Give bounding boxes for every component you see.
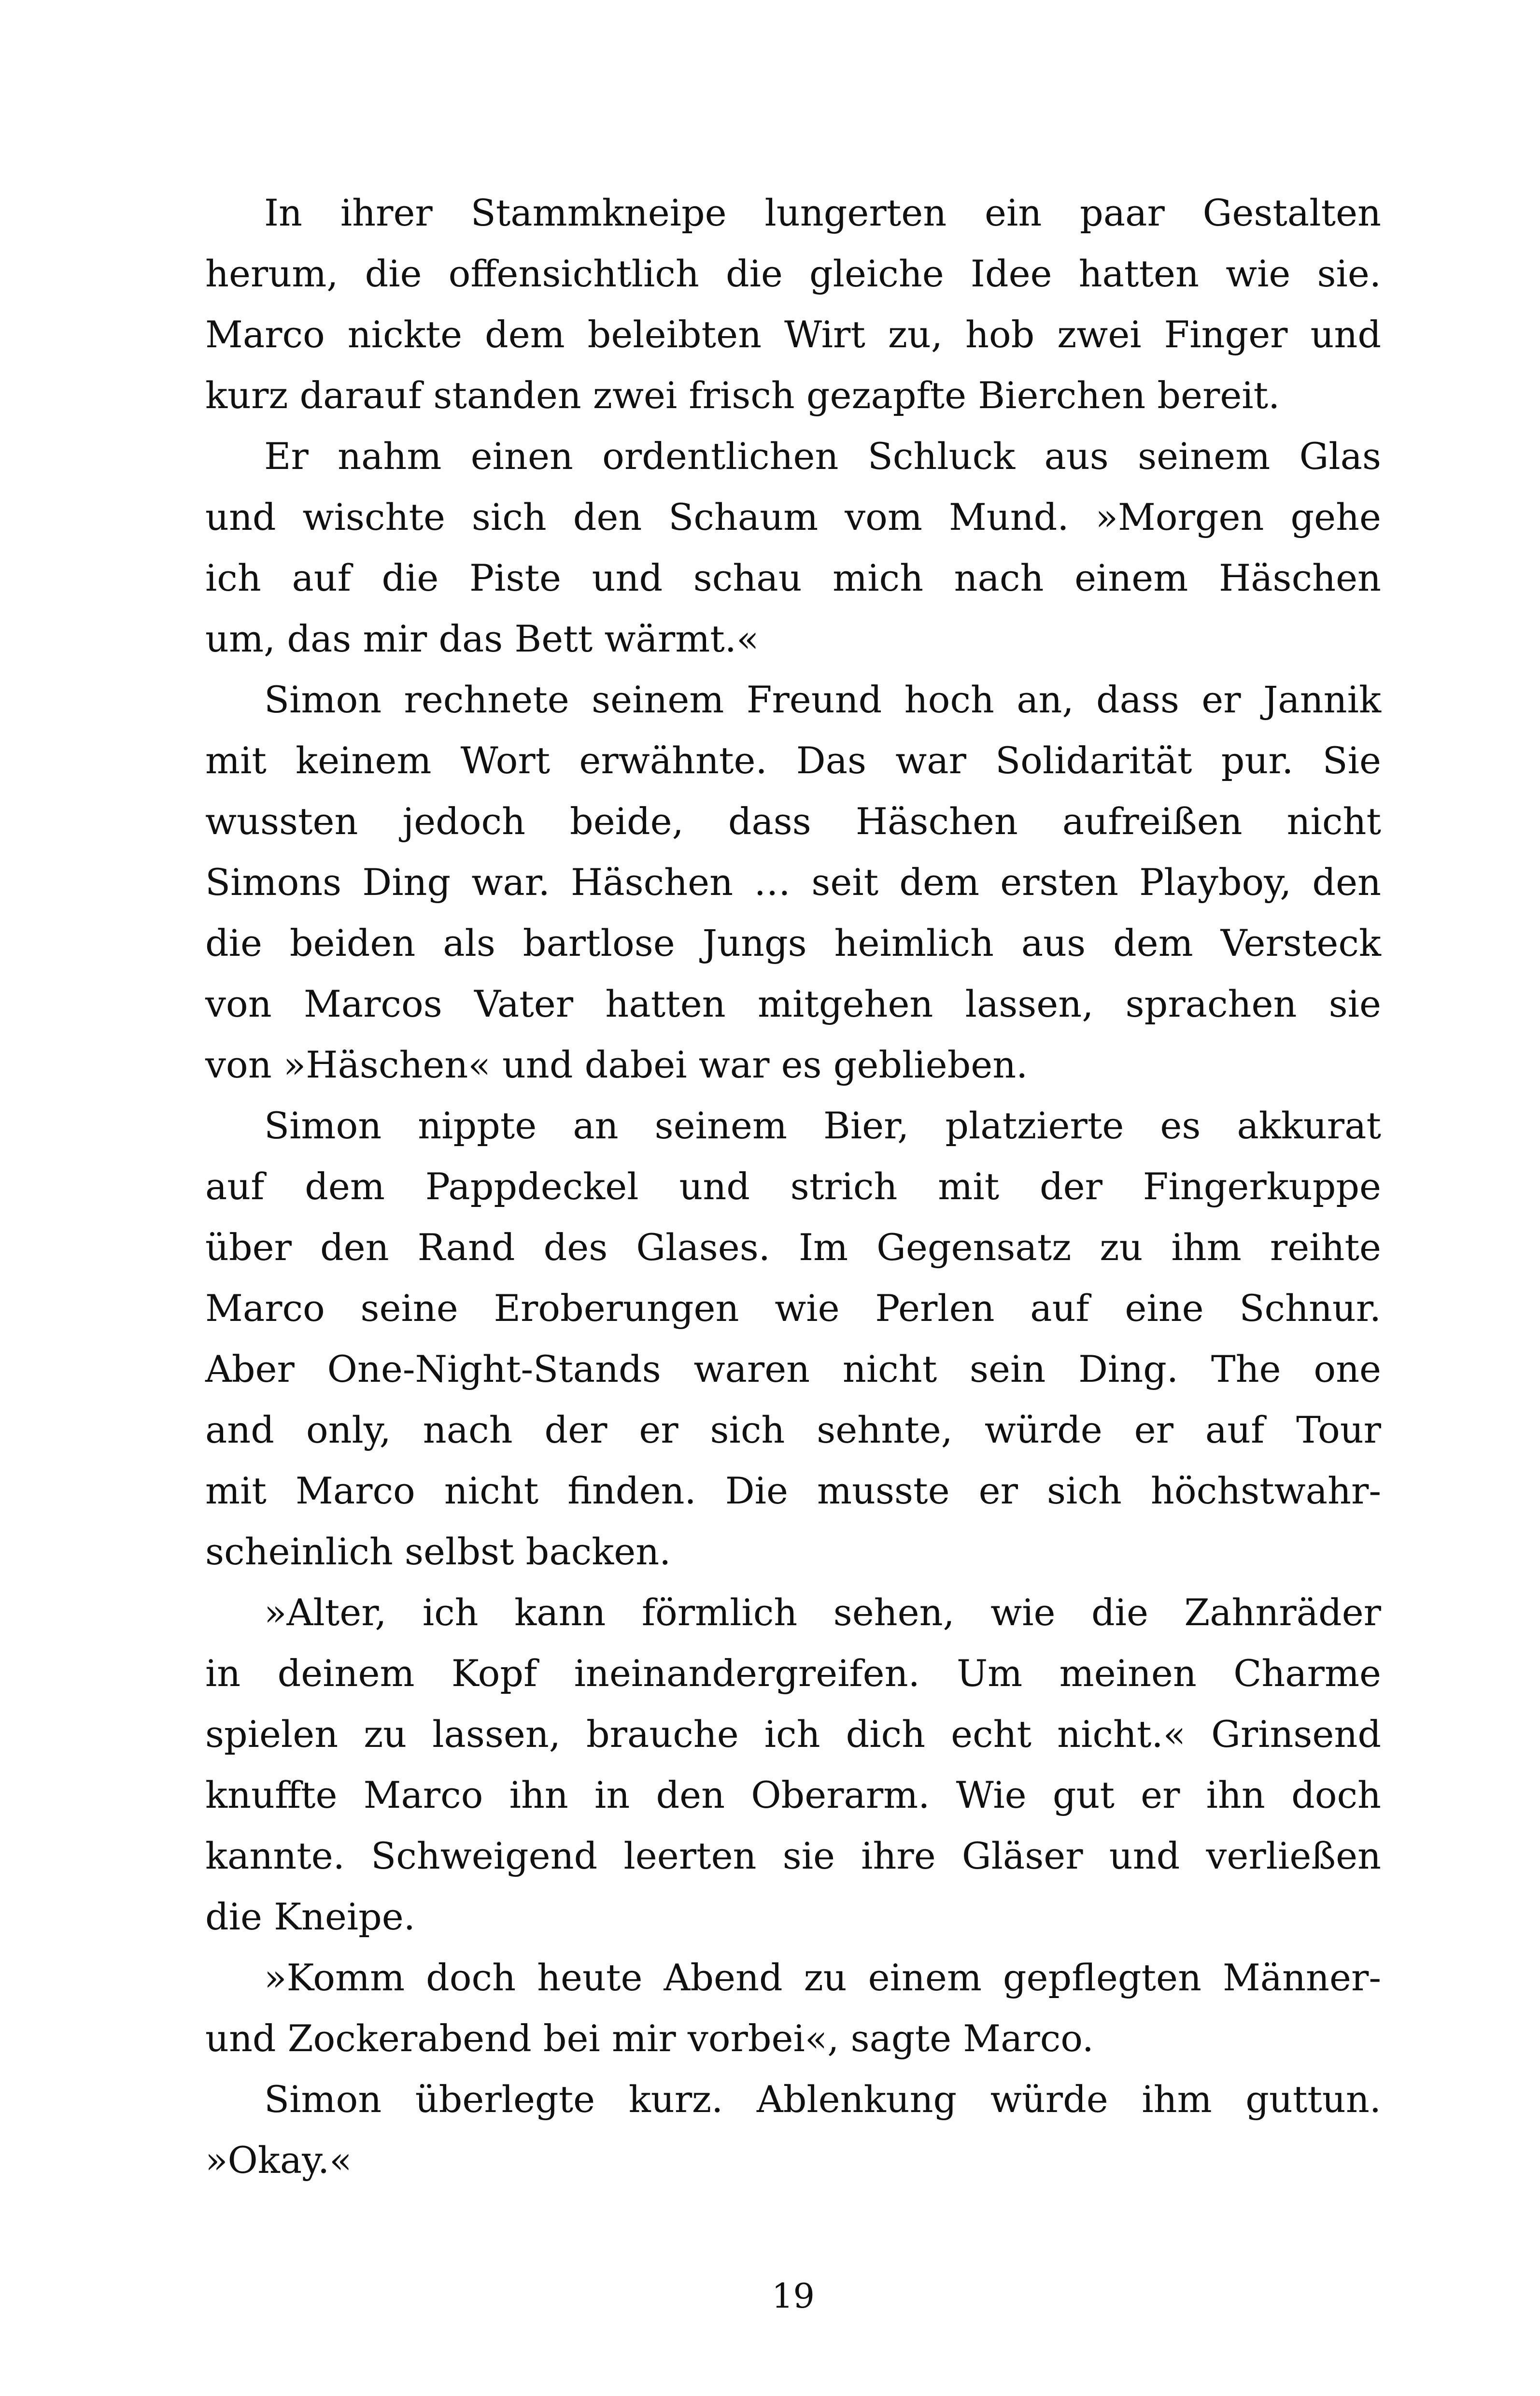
text-line-p1-l4: kurz darauf standen zwei frisch gezapfte Bierchen bereit. (205, 374, 1280, 417)
text-line-p4-l4: Marco seine Eroberungen wie Perlen auf eine Schnur. (205, 1287, 1381, 1330)
text-line-p1-l3: Marco nickte dem beleibten Wirt zu, hob zwei Finger und (205, 313, 1381, 356)
text-line-p7-l2: »Okay.« (205, 2139, 352, 2182)
text-line-p3-l1: Simon rechnete seinem Freund hoch an, dass er Jannik (264, 678, 1381, 721)
page-text (205, 183, 1381, 2191)
text-line-p2-l1: Er nahm einen ordentlichen Schluck aus seinem Glas (264, 435, 1381, 478)
text-line-p4-l5: Aber One-Night-Stands waren nicht sein Ding. The one (205, 1347, 1381, 1390)
text-line-p6-l1: »Komm doch heute Abend zu einem gepflegten Männer- (264, 1956, 1381, 1999)
text-line-p4-l6: and only, nach der er sich sehnte, würde er auf Tour (205, 1408, 1381, 1451)
text-line-p2-l3: ich auf die Piste und schau mich nach einem Häschen (205, 556, 1381, 599)
text-line-p2-l4: um, das mir das Bett wärmt.« (205, 617, 759, 660)
text-line-p3-l4: Simons Ding war. Häschen … seit dem ersten Playboy, den (205, 861, 1381, 904)
text-line-p7-l1: Simon überlegte kurz. Ablenkung würde ihm guttun. (264, 2078, 1381, 2121)
text-line-p5-l2: in deinem Kopf ineinandergreifen. Um meinen Charme (205, 1652, 1381, 1695)
text-line-p1-l2: herum, die offensichtlich die gleiche Idee hatten wie sie. (205, 252, 1381, 295)
text-line-p5-l6: die Kneipe. (205, 1895, 415, 1938)
text-line-p4-l7: mit Marco nicht finden. Die musste er sich höchstwahr- (205, 1469, 1381, 1512)
text-line-p5-l4: knuffte Marco ihn in den Oberarm. Wie gut er ihn doch (205, 1773, 1381, 1816)
text-line-p4-l1: Simon nippte an seinem Bier, platzierte es akkurat (264, 1104, 1381, 1147)
text-line-p5-l3: spielen zu lassen, brauche ich dich echt nicht.« Grinsend (205, 1713, 1381, 1756)
text-line-p4-l8: scheinlich selbst backen. (205, 1530, 671, 1573)
text-line-p2-l2: und wischte sich den Schaum vom Mund. »Morgen gehe (205, 496, 1381, 539)
text-line-p1-l1: In ihrer Stammkneipe lungerten ein paar Gestalten (264, 191, 1381, 234)
text-line-p3-l2: mit keinem Wort erwähnte. Das war Solidarität pur. Sie (205, 739, 1381, 782)
text-line-p5-l5: kannte. Schweigend leerten sie ihre Gläser und verließen (205, 1834, 1381, 1877)
text-line-p3-l5: die beiden als bartlose Jungs heimlich aus dem Versteck (205, 922, 1381, 964)
text-line-p6-l2: und Zockerabend bei mir vorbei«, sagte Marco. (205, 2017, 1094, 2060)
page-number: 19 (771, 2276, 815, 2316)
text-line-p4-l2: auf dem Pappdeckel und strich mit der Fingerkuppe (205, 1165, 1381, 1208)
text-line-p3-l3: wussten jedoch beide, dass Häschen aufreißen nicht (205, 800, 1381, 843)
text-line-p3-l6: von Marcos Vater hatten mitgehen lassen, sprachen sie (205, 982, 1381, 1025)
text-line-p4-l3: über den Rand des Glases. Im Gegensatz zu ihm reihte (205, 1226, 1381, 1269)
text-line-p3-l7: von »Häschen« und dabei war es geblieben. (205, 1043, 1028, 1086)
text-line-p5-l1: »Alter, ich kann förmlich sehen, wie die Zahnräder (264, 1591, 1381, 1634)
